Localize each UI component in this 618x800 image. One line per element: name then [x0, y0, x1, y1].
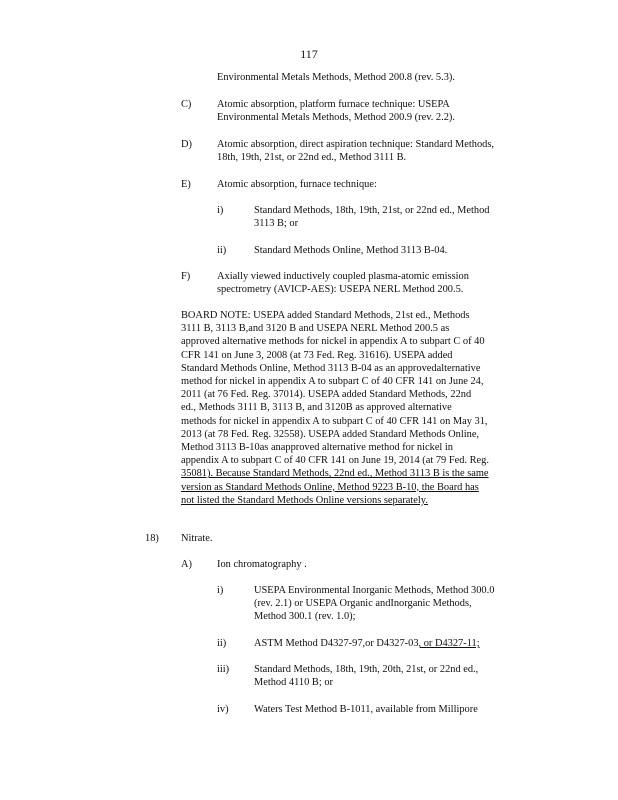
item-f-line-2: spectrometry (AVICP-AES): USEPA NERL Method 200.5.	[217, 284, 464, 295]
board-note-added-line: not listed the Standard Methods Online versions separately.	[181, 494, 428, 506]
item-c-label: C)	[181, 99, 192, 110]
nitrate-iii-line-1: Standard Methods, 18th, 19th, 20th, 21st, or 22nd ed.,	[254, 664, 479, 675]
board-note	[181, 309, 536, 507]
item-e-label: E)	[181, 179, 191, 190]
item-continuation-line: Environmental Metals Methods, Method 200.8 (rev. 5.3).	[217, 72, 455, 83]
board-note-line: CFR 141 on June 3, 2008 (at 73 Fed. Reg. 31616). USEPA added	[181, 349, 453, 361]
board-note-line: methods for nickel in appendix A to subpart C of 40 CFR 141 on May 31,	[181, 415, 488, 427]
nitrate-ii-line	[254, 637, 480, 651]
item-d-label: D)	[181, 139, 192, 150]
board-note-added-text: Because Standard Methods, 22nd ed., Method 3113 B is the same	[213, 468, 489, 480]
nitrate-i-line-1: USEPA Environmental Inorganic Methods, Method 300.0	[254, 585, 495, 596]
board-note-line: 2013 (at 78 Fed. Reg. 32558). USEPA added Standard Methods Online,	[181, 428, 480, 440]
nitrate-iii-line-2: Method 4110 B; or	[254, 677, 333, 688]
item-e-i-label: i)	[217, 205, 224, 216]
nitrate-iv-line-1: Waters Test Method B-1011, available from Millipore	[254, 704, 478, 715]
item-d-line-2: 18th, 19th, 21st, or 22nd ed., Method 3111 B.	[217, 152, 407, 163]
nitrate-iii-label: iii)	[217, 664, 230, 675]
nitrate-i-label: i)	[217, 585, 224, 596]
board-note-line: ed., Methods 3111 B, 3113 B, and 3120B as approved alternative	[181, 402, 452, 414]
board-note-citation: 35081).	[181, 468, 214, 480]
item-a-text: Ion chromatography .	[217, 559, 307, 570]
item-e-i-line-1: Standard Methods, 18th, 19th, 21st, or 22nd ed., Method	[254, 205, 490, 216]
item-f-line-1: Axially viewed inductively coupled plasma-atomic emission	[217, 271, 469, 282]
page-number: 117	[300, 47, 318, 61]
board-note-line: Method 3113 B-10as anapproved alternative method for nickel in	[181, 442, 454, 454]
board-note-line: Standard Methods Online, Method 3113 B-04 as an approvedalternative	[181, 362, 481, 374]
item-f-label: F)	[181, 271, 191, 282]
nitrate-ii-label: ii)	[217, 638, 227, 649]
nitrate-ii-plain: ASTM Method D4327-97,or D4327-03	[254, 638, 419, 649]
item-e-ii-label: ii)	[217, 245, 227, 256]
board-note-line: 3111 B, 3113 B,and 3120 B and USEPA NERL Method 200.5 as	[181, 323, 450, 335]
board-note-line: 2011 (at 76 Fed. Reg. 37014). USEPA added Standard Methods, 22nd	[181, 389, 472, 401]
board-note-added-line: version as Standard Methods Online, Method 9223 B-10, the Board has	[181, 481, 479, 493]
item-e-ii-line-1: Standard Methods Online, Method 3113 B-04.	[254, 245, 448, 256]
item-a-label: A)	[181, 559, 192, 570]
nitrate-i-line-3: Method 300.1 (rev. 1.0);	[254, 611, 356, 622]
board-note-line: method for nickel in appendix A to subpart C of 40 CFR 141 on June 24,	[181, 376, 484, 388]
section-18-title: Nitrate.	[181, 533, 213, 544]
item-c-line-2: Environmental Metals Methods, Method 200.9 (rev. 2.2).	[217, 112, 455, 123]
item-c-line-1: Atomic absorption, platform furnace technique: USEPA	[217, 99, 450, 110]
item-d-line-1: Atomic absorption, direct aspiration technique: Standard Methods,	[217, 139, 495, 150]
nitrate-ii-added: , or D4327-11;	[418, 638, 480, 649]
board-note-line: appendix A to subpart C of 40 CFR 141 on June 19, 2014 (at 79 Fed. Reg.	[181, 455, 489, 467]
section-18-number: 18)	[145, 533, 159, 544]
nitrate-i-line-2: (rev. 2.1) or USEPA Organic andInorganic Methods,	[254, 598, 472, 609]
board-note-line: approved alternative methods for nickel in appendix A to subpart C of 40	[181, 336, 485, 348]
item-e-i-line-2: 3113 B; or	[254, 218, 299, 229]
item-e-line-1: Atomic absorption, furnace technique:	[217, 179, 377, 190]
board-note-line-mixed	[181, 467, 536, 480]
nitrate-iv-label: iv)	[217, 704, 229, 715]
board-note-line: BOARD NOTE: USEPA added Standard Methods, 21st ed., Methods	[181, 310, 470, 321]
